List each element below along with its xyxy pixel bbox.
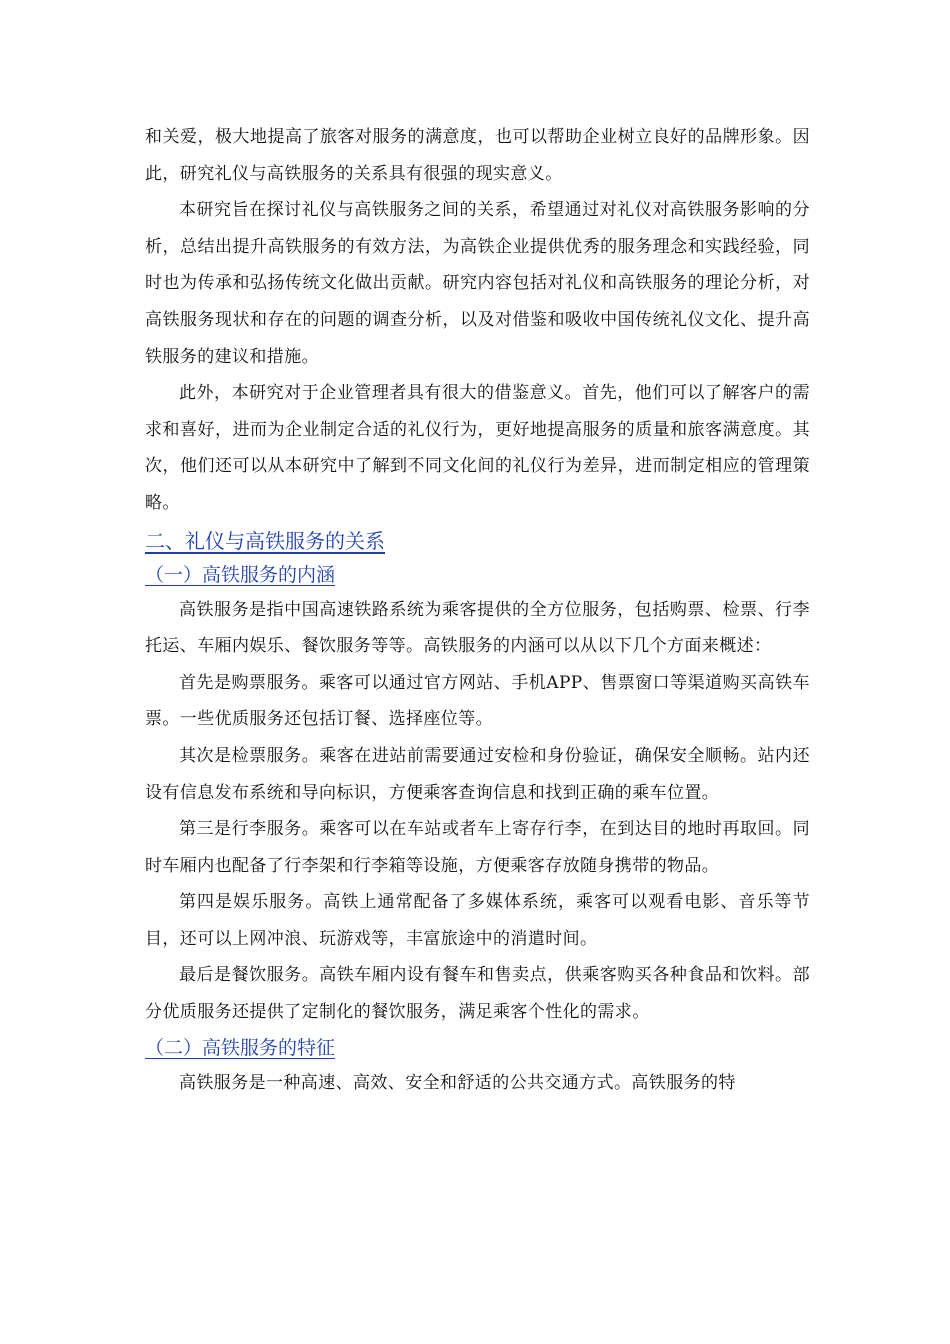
paragraph-management: 此外，本研究对于企业管理者具有很大的借鉴意义。首先，他们可以了解客户的需求和喜好，进而为企业制定合适的礼仪行为，更好地提高服务的质量和旅客满意度。其次，他们还可以从本研究中了解到不同文化间的礼仪行为差异，进而制定相应的管理策略。 (145, 383, 810, 513)
document-body (145, 119, 810, 1101)
section-heading-2[interactable]: 二、礼仪与高铁服务的关系 (145, 528, 385, 553)
subsection-heading-2-1[interactable]: （一）高铁服务的内涵 (145, 563, 336, 586)
paragraph-catering: 最后是餐饮服务。高铁车厢内设有餐车和售卖点，供乘客购买各种食品和饮料。部分优质服务还提供了定制化的餐饮服务，满足乘客个性化的需求。 (145, 965, 810, 1023)
paragraph-luggage: 第三是行李服务。乘客可以在车站或者车上寄存行李，在到达目的地时再取回。同时车厢内也配备了行李架和行李箱等设施，方便乘客存放随身携带的物品。 (145, 819, 810, 876)
paragraph-entertainment: 第四是娱乐服务。高铁上通常配备了多媒体系统，乘客可以观看电影、音乐等节目，还可以上网冲浪、玩游戏等，丰富旅途中的消遣时间。 (145, 892, 810, 949)
paragraph-intro-continued: 和关爱，极大地提高了旅客对服务的满意度，也可以帮助企业树立良好的品牌形象。因此，研究礼仪与高铁服务的关系具有很强的现实意义。 (145, 127, 810, 184)
paragraph-ticketing: 首先是购票服务。乘客可以通过官方网站、手机APP、售票窗口等渠道购买高铁车票。一些优质服务还包括订餐、选择座位等。 (145, 672, 810, 730)
subsection-heading-2-2[interactable]: （二）高铁服务的特征 (145, 1036, 336, 1059)
paragraph-connotation: 高铁服务是指中国高速铁路系统为乘客提供的全方位服务，包括购票、检票、行李托运、车厢内娱乐、餐饮服务等等。高铁服务的内涵可以从以下几个方面来概述： (145, 599, 810, 657)
paragraph-checking: 其次是检票服务。乘客在进站前需要通过安检和身份验证，确保安全顺畅。站内还设有信息发布系统和导向标识，方便乘客查询信息和找到正确的乘车位置。 (145, 745, 810, 803)
paragraph-research-aim: 本研究旨在探讨礼仪与高铁服务之间的关系，希望通过对礼仪对高铁服务影响的分析，总结出提升高铁服务的有效方法，为高铁企业提供优秀的服务理念和实践经验，同时也为传承和弘扬传统文化做出贡献。研究内容包括对礼仪和高铁服务的理论分析，对高铁服务现状和存在的问题的调查分析，以及对借鉴和吸收中国传统礼仪文化、提升高铁服务的建议和措施。 (145, 200, 810, 367)
paragraph-features: 高铁服务是一种高速、高效、安全和舒适的公共交通方式。高铁服务的特 (179, 1072, 736, 1093)
